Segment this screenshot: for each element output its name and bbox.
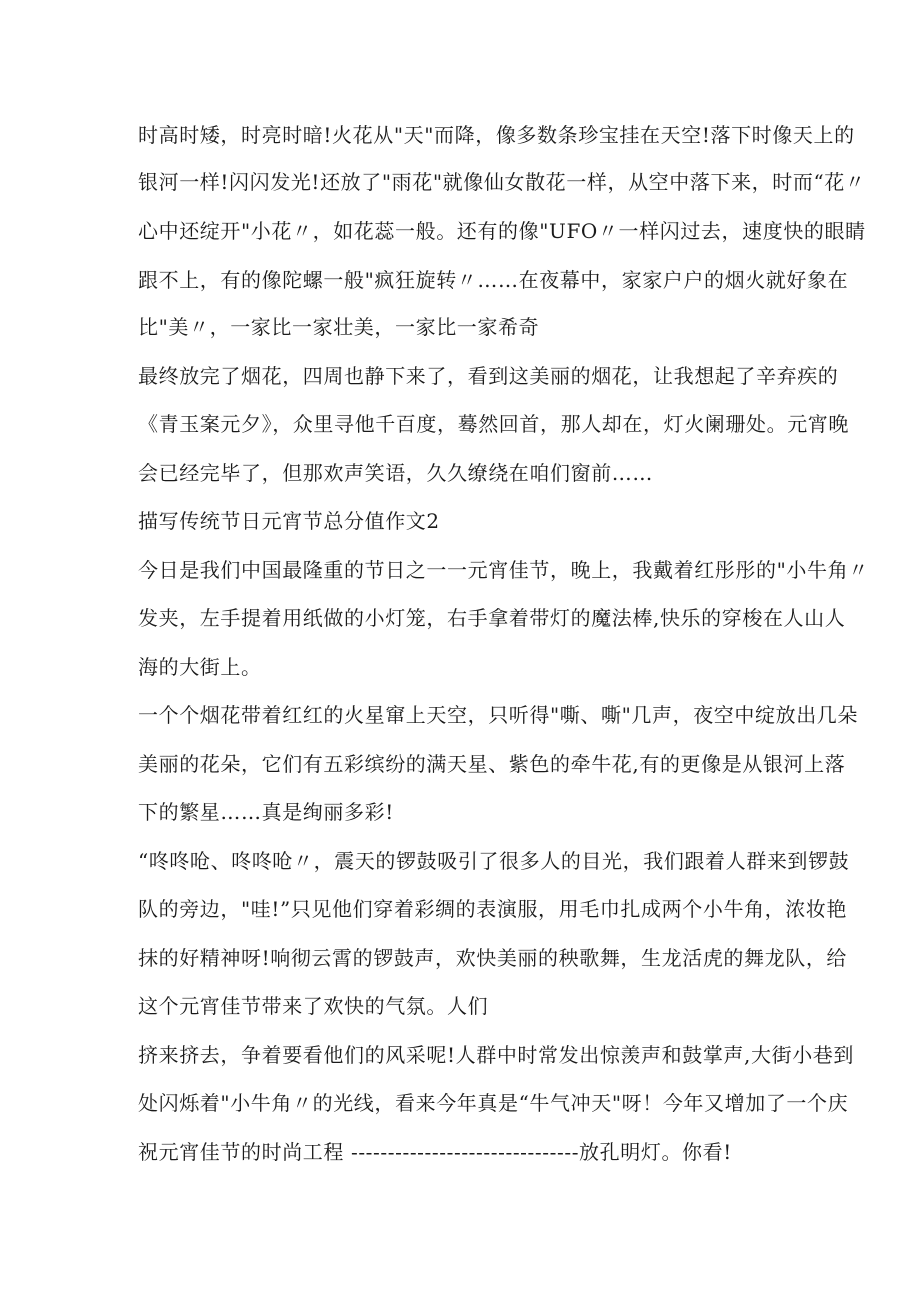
text-line: 银河一样!闪闪发光!还放了"雨花"就像仙女散花一样，从空中落下来，时而“花〃 [138,170,866,194]
text-line: 心中还绽开"小花〃，如花蕊一般。还有的像"UFO〃一样闪过去，速度快的眼睛 [138,219,866,243]
section-heading: 描写传统节日元宵节总分值作文2 [138,509,440,533]
text-line: 会已经完毕了，但那欢声笑语，久久缭绕在咱们窗前…… [138,461,653,485]
text-line: 比"美〃，一家比一家壮美，一家比一家希奇 [138,315,540,339]
text-line: 这个元宵佳节带来了欢快的气氛。人们 [138,994,489,1018]
text-line: 时高时矮，时亮时暗!火花从"天"而降，像多数条珍宝挂在天空!落下时像天上的 [138,123,855,147]
text-line: 《青玉案元夕》，众里寻他千百度，蓦然回首，那人却在，灯火阑珊处。元宵晚 [138,412,849,436]
text-line: 抹的好精神呀!响彻云霄的锣鼓声，欢快美丽的秧歌舞，生龙活虎的舞龙队，给 [138,946,848,970]
text-line: 祝元宵佳节的时尚工程 -------------------------------放孔明灯。你看! [138,1140,732,1164]
text-line: 队的旁边，"哇!”只见他们穿着彩绸的表演服，用毛巾扎成两个小牛角，浓妆艳 [138,897,848,921]
text-line: 发夹，左手提着用纸做的小灯笼，右手拿着带灯的魔法棒,快乐的穿梭在人山人 [138,606,846,630]
text-line: 处闪烁着"小牛角〃的光线，看来今年真是“牛气冲天"呀！今年又增加了一个庆 [138,1091,849,1115]
text-line: 海的大街上。 [138,655,262,679]
text-line: 下的繁星……真是绚丽多彩! [138,800,394,824]
text-line: 最终放完了烟花，四周也静下来了，看到这美丽的烟花，让我想起了辛弃疾的 [138,364,839,388]
text-line: 一个个烟花带着红红的火星窜上天空，只听得"嘶、嘶"几声，夜空中绽放出几朵 [138,703,858,727]
text-line: 跟不上，有的像陀螺一般"疯狂旋转〃……在夜幕中，家家户户的烟火就好象在 [138,268,849,292]
text-line: 美丽的花朵，它们有五彩缤纷的满天星、紫色的牵牛花,有的更像是从银河上落 [138,752,846,776]
text-line: 挤来挤去，争着要看他们的风采呢!人群中时常发出惊羡声和鼓掌声,大街小巷到 [138,1043,854,1067]
text-line: 今日是我们中国最隆重的节日之一一元宵佳节，晚上，我戴着红彤彤的"小牛角〃 [138,558,869,582]
text-line: “咚咚呛、咚咚呛〃，震天的锣鼓吸引了很多人的目光，我们跟着人群来到锣鼓 [138,849,850,873]
